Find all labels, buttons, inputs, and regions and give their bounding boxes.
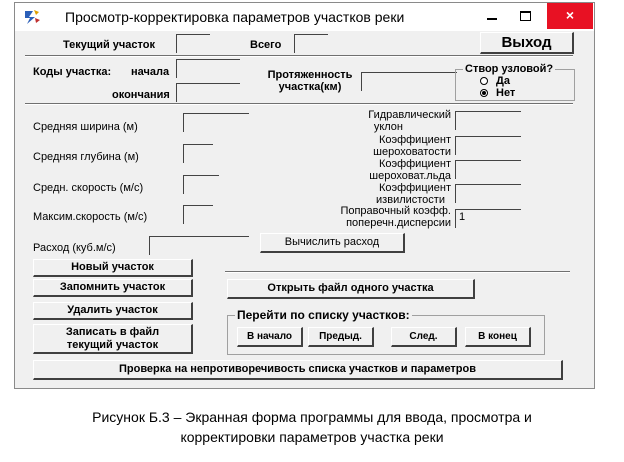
figure-caption-line1: Рисунок Б.3 – Экранная форма программы для ввода, просмотра и xyxy=(92,409,532,425)
dispersion-label-line2: поперечн.дисперсии xyxy=(346,217,451,229)
end-code-field[interactable] xyxy=(176,83,240,102)
maximize-icon xyxy=(520,11,531,21)
divider xyxy=(225,271,570,273)
app-icon xyxy=(23,9,41,25)
divider xyxy=(25,55,573,57)
length-label-line1: Протяженность xyxy=(267,69,353,81)
width-label: Средняя ширина (м) xyxy=(33,121,138,133)
last-button[interactable]: В конец xyxy=(465,327,531,347)
hydraulic-label-line1: Гидравлический xyxy=(368,109,451,121)
current-section-field[interactable] xyxy=(176,34,210,53)
length-field[interactable] xyxy=(361,72,457,91)
roughness-field[interactable] xyxy=(455,136,521,155)
ice-roughness-field[interactable] xyxy=(455,160,521,179)
max-speed-label: Максим.скорость (м/с) xyxy=(33,211,148,223)
length-label-line2: участка(км) xyxy=(278,81,342,93)
write-to-file-button[interactable] xyxy=(33,324,193,354)
minimize-icon xyxy=(487,18,497,20)
total-field[interactable] xyxy=(294,34,328,53)
write-to-file-label-line2: текущий участок xyxy=(66,338,159,351)
node-no-radio[interactable] xyxy=(480,89,488,97)
write-to-file-label-line1: Записать в файл xyxy=(65,325,160,338)
node-group-title: Створ узловой? xyxy=(465,63,554,75)
start-code-field[interactable] xyxy=(176,59,240,78)
navigation-group-title: Перейти по списку участков: xyxy=(237,308,410,322)
dispersion-label-line1: Поправочный коэфф. xyxy=(340,205,451,217)
sinuosity-label-line2: извилистости xyxy=(376,194,445,206)
width-field[interactable] xyxy=(183,113,249,132)
minimize-button[interactable] xyxy=(477,3,507,29)
hydraulic-field[interactable] xyxy=(455,111,521,130)
new-section-button[interactable]: Новый участок xyxy=(33,259,193,277)
exit-button[interactable]: Выход xyxy=(480,32,574,54)
end-code-label: окончания xyxy=(112,89,170,101)
dispersion-field[interactable]: 1 xyxy=(455,209,521,228)
sinuosity-label-line1: Коэффициент xyxy=(378,182,451,194)
figure-caption-line2: корректировки параметров участка реки xyxy=(180,429,444,445)
maximize-button[interactable] xyxy=(510,3,540,29)
node-no-label[interactable]: Нет xyxy=(496,87,516,99)
ice-roughness-label-line1: Коэффициент xyxy=(378,158,451,170)
node-yes-label[interactable]: Да xyxy=(496,75,510,87)
depth-label: Средняя глубина (м) xyxy=(33,151,139,163)
close-button[interactable]: × xyxy=(547,3,593,29)
node-yes-radio[interactable] xyxy=(480,77,488,85)
delete-section-button[interactable]: Удалить участок xyxy=(33,302,193,320)
max-speed-field[interactable] xyxy=(183,205,213,224)
codes-label: Коды участка: xyxy=(33,66,112,78)
next-button[interactable]: След. xyxy=(391,327,457,347)
current-section-label: Текущий участок xyxy=(63,39,155,51)
roughness-label-line2: шероховатости xyxy=(373,146,451,158)
speed-label: Средн. скорость (м/с) xyxy=(33,182,144,194)
ice-roughness-label-line2: шероховат.льда xyxy=(369,170,451,182)
open-file-button[interactable]: Открыть файл одного участка xyxy=(227,279,475,299)
depth-field[interactable] xyxy=(183,144,213,163)
app-window xyxy=(14,2,595,389)
hydraulic-label-line2: уклон xyxy=(373,121,403,133)
window-title: Просмотр-корректировка параметров участков реки xyxy=(65,9,405,25)
start-code-label: начала xyxy=(131,66,170,78)
calculate-discharge-button[interactable]: Вычислить расход xyxy=(260,233,405,253)
sinuosity-field[interactable] xyxy=(455,184,521,203)
roughness-label-line1: Коэффициент xyxy=(378,134,451,146)
title-bar[interactable] xyxy=(15,3,594,31)
consistency-check-button[interactable]: Проверка на непротиворечивость списка участков и параметров xyxy=(33,360,563,380)
discharge-label: Расход (куб.м/с) xyxy=(33,242,116,254)
total-label: Всего xyxy=(250,39,282,51)
first-button[interactable]: В начало xyxy=(237,327,303,347)
previous-button[interactable]: Предыд. xyxy=(308,327,374,347)
divider xyxy=(25,103,573,105)
discharge-field[interactable] xyxy=(149,236,249,255)
speed-field[interactable] xyxy=(183,175,219,194)
save-section-button[interactable]: Запомнить участок xyxy=(33,279,193,297)
